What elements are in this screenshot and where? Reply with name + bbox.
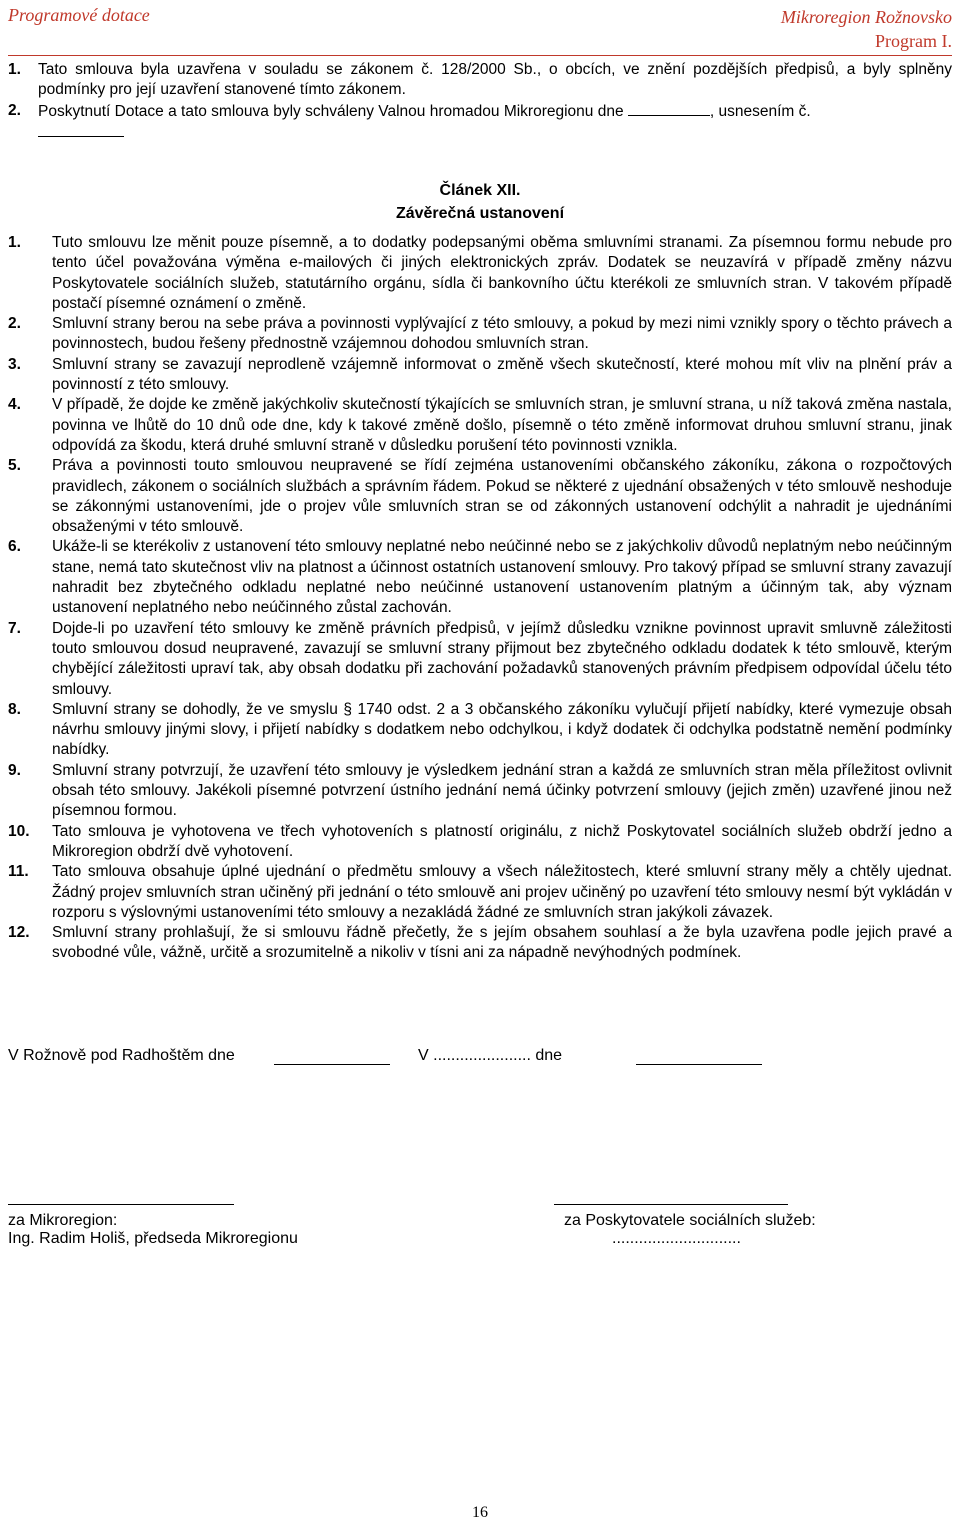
list-item-number: 3. <box>8 355 21 373</box>
signature-name-left: Ing. Radim Holiš, předseda Mikroregionu <box>8 1230 298 1247</box>
list-item <box>0 700 960 761</box>
list-item-number: 10. <box>8 822 30 840</box>
signature-line-left <box>8 1204 234 1205</box>
list-item <box>0 60 960 101</box>
list-item <box>0 456 960 537</box>
list-item-text: Tato smlouva byla uzavřena v souladu se zákonem č. 128/2000 Sb., o obcích, ve znění pozdějších předpisů, a byly splněny podmínky pro její uzavření stanovené tímto zákonem. <box>38 61 952 99</box>
top-list <box>0 60 960 143</box>
page-number: 16 <box>472 1504 488 1521</box>
list-item <box>0 822 960 863</box>
list-item <box>0 101 960 144</box>
list-item-number: 2. <box>8 101 21 119</box>
signature-place-left: V Rožnově pod Radhoštěm dne <box>8 1047 235 1064</box>
list-item-number: 9. <box>8 761 21 779</box>
signature-date-line-left <box>274 1064 390 1065</box>
resolution-text: , usnesením č. <box>709 102 811 120</box>
list-item-text <box>38 101 952 144</box>
list-item-number: 5. <box>8 457 21 475</box>
list-item-number: 11. <box>8 863 29 881</box>
list-item <box>0 862 960 923</box>
list-item-number: 7. <box>8 619 21 637</box>
list-item-text: Tato smlouva obsahuje úplné ujednání o předmětu smlouvy a všech náležitostech, které smluvní strany měly a chtěly ujednat. Žádný projev smluvních stran učiněný při jednání o této smlouvě ani projev učiněný po uzavření této smlouvy nesmí být vykládán v rozporu s výslovnými ustanoveními této smlouvy a nezakládá žádné ze smluvních stran jakýkoli závazek. <box>52 863 952 921</box>
list-item-number: 12. <box>8 924 30 942</box>
list-item <box>0 395 960 456</box>
signature-line-right <box>554 1204 788 1205</box>
list-item <box>0 233 960 314</box>
signature-party-left: za Mikroregion: <box>8 1212 118 1229</box>
list-item-text: Smluvní strany se zavazují neprodleně vzájemně informovat o změně všech skutečností, které mohou mít vliv na plnění práv a povinností z této smlouvy. <box>52 355 952 394</box>
list-item-text: Tuto smlouvu lze měnit pouze písemně, a to dodatky podepsanými oběma smluvními stranami. Za písemnou formu nebude pro tento účel považována výměna e-mailových či jiných elektronických zpráv. Dodatek se neuzavírá v případě změny názvu Poskytovatele sociálních služeb, statutárního orgánu, sídla či bankovního účtu kterékoli ze smluvních stran. V takovém případě postačí písemné oznámení o změně. <box>52 234 952 312</box>
final-provisions-list <box>0 233 960 964</box>
approval-text: Poskytnutí Dotace a tato smlouva byly schváleny Valnou hromadou Mikroregionu dne <box>38 102 624 120</box>
list-item-text: Smluvní strany berou na sebe práva a povinnosti vyplývající z této smlouvy, a pokud by mezi nimi vznikly spory o těchto právech a povinnostech, budou řešeny přednostně vzájemnou dohodou smluvních stran. <box>52 315 952 353</box>
article-number: Článek XII. <box>439 182 521 199</box>
list-item-number: 2. <box>8 315 21 333</box>
list-item-number: 4. <box>8 396 21 414</box>
list-item <box>0 619 960 700</box>
list-item-number: 1. <box>8 234 21 251</box>
header-region <box>781 5 952 53</box>
list-item <box>0 923 960 964</box>
header-program-title: Programové dotace <box>8 5 150 25</box>
list-item-text: V případě, že dojde ke změně jakýchkoliv skutečností týkajících se smluvních stran, je smluvní strana, u níž taková změna nastala, povinna ve lhůtě do 10 dnů ode dne, kdy k takové změně došlo, písemně o této změně informovat druhou smluvní stranu, jinak odpovídá za škodu, která druhé smluvní straně v důsledku porušení této povinnosti vznikla. <box>52 396 952 454</box>
list-item-text: Smluvní strany potvrzují, že uzavření této smlouvy je výsledkem jednání stran a každá ze smluvních stran měla příležitost ovlivnit obsah této smlouvy. Jakékoli písemné potvrzení ústního jednání nemá účinky potvrzení smlouvy (jejich změn) uzavřené jinou než písemnou formou. <box>52 761 952 820</box>
list-item-text: Práva a povinnosti touto smlouvou neupravené se řídí zejména ustanoveními občanského zákoníku, zákona o rozpočtových pravidlech, zákonem o sociálních službách a správním řádem. Pokud se některé z ujednání obsažených v této smlouvě neshoduje se zákonnými ustanoveními, jde o projev vůle smluvních stran se od zákonných ustanovení odchýlit a nahradit je ujednáními obsaženými v této smlouvě. <box>52 457 952 536</box>
list-item <box>0 355 960 396</box>
list-item-number: 1. <box>8 61 21 78</box>
list-item-number: 6. <box>8 538 21 556</box>
header-rule <box>8 55 952 56</box>
list-item-text: Smluvní strany se dohodly, že ve smyslu § 1740 odst. 2 a 3 občanského zákoníku vylučují přijetí nabídky, které vymezuje obsah návrhu smlouvy jinými slovy, i přijetí nabídky s dodatkem nebo odchylkou, i když dodatek či odchylka podstatně nemění podmínky nabídky. <box>52 700 952 759</box>
list-item-text: Tato smlouva je vyhotovena ve třech vyhotoveních s platností originálu, z nichž Poskytovatel sociálních služeb obdrží jedno a Mikroregion obdrží dvě vyhotovení. <box>52 822 952 860</box>
list-item-text: Ukáže-li se kterékoliv z ustanovení této smlouvy neplatné nebo neúčinné nebo se z jakýchkoliv důvodů neplatným nebo neúčinným stane, nemá tato skutečnost vliv na platnost a účinnost ostatních ustanovení smlouvy. Pro takový případ se smluvní strany zavazují nahradit bez zbytečného odkladu neplatné nebo neúčinné ustanovení ustanovením platným a účinným tak, aby význam ustanovení neplatného nebo neúčinného zůstal zachován. <box>52 538 952 617</box>
list-item <box>0 761 960 822</box>
article-title: Závěrečná ustanovení <box>395 205 565 222</box>
signature-place-right: V ...................... dne <box>418 1047 563 1064</box>
signature-name-right: ............................. <box>612 1230 741 1247</box>
date-blank <box>628 101 710 116</box>
list-item-text: Dojde-li po uzavření této smlouvy ke změně právních předpisů, v jejímž důsledku vznikne povinnost upravit smluvně záležitosti touto smlouvou dosud neupravené, zavazují se smluvní strany přijmout bez zbytečného odkladu dodatek k této smlouvě, kterým chybějící záležitosti upraví tak, aby obsah dodatku při zachování požadavků stanovených právním předpisem odpovídal účelu této smlouvy. <box>52 619 952 698</box>
list-item <box>0 537 960 618</box>
signature-party-right: za Poskytovatele sociálních služeb: <box>564 1212 816 1229</box>
header-region-name: Mikroregion Rožnovsko <box>780 7 952 27</box>
page-header <box>0 0 960 56</box>
resolution-number-blank <box>38 122 124 137</box>
header-program-label: Program I. <box>875 31 952 51</box>
list-item-number: 8. <box>8 700 21 718</box>
list-item <box>0 314 960 355</box>
list-item-text: Smluvní strany prohlašují, že si smlouvu řádně přečetly, že s jejím obsahem souhlasí a že byla uzavřena podle jejich pravé a svobodné vůle, vážně, určitě a srozumitelně a nikoliv v tísni ani za nápadně nevýhodných podmínek. <box>52 924 952 962</box>
signature-date-line-right <box>636 1064 762 1065</box>
